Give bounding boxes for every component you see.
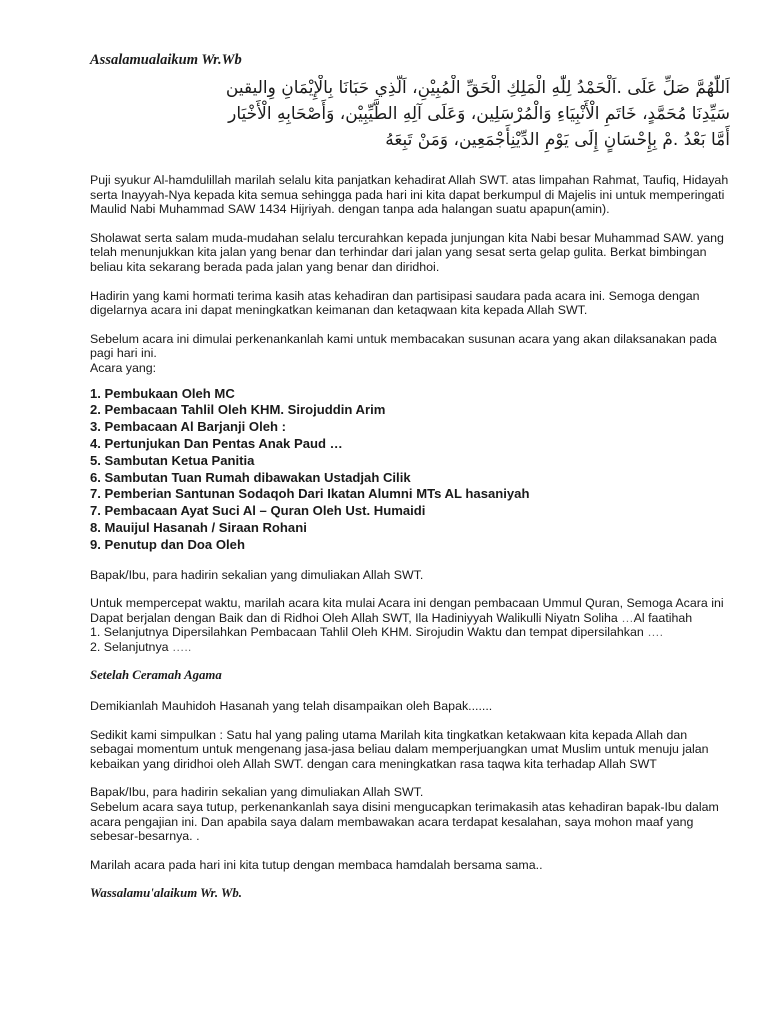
paragraph-summary: Sedikit kami simpulkan : Satu hal yang paling utama Marilah kita tingkatkan ketakwaan kita kepada Allah dan sebagai momentum untuk mengenang jasa-jasa beliau dalam memperjuangkan umat Muslim untuk menuju jalan kebaikan yang diridhoi oleh Allah SWT. dengan cara meningkatkan rasa taqwa kita terhadap Allah SWT <box>90 727 709 771</box>
agenda-list <box>90 386 730 554</box>
next-item-2 <box>90 640 730 655</box>
next-item-2-text: 2. Selanjutnya <box>90 639 172 654</box>
begin-event-main: Untuk mempercepat waktu, marilah acara kita mulai Acara ini dengan pembacaan Ummul Quran, Semoga Acara ini Dapat berjalan dengan Baik dan di Ridhoi Oleh Allah SWT, Ila Hadiniyyah Walikulli Niyatn Soliha <box>90 596 724 625</box>
section-heading-after-lecture: Setelah Ceramah Agama <box>90 668 222 683</box>
paragraph-lecture-close: Demikianlah Mauhidoh Hasanah yang telah disampaikan oleh Bapak....... <box>90 699 493 714</box>
paragraph-welcome: Hadirin yang kami hormati terima kasih atas kehadiran dan partisipasi saudara pada acara ini. Semoga dengan digelarnya acara ini dapat meningkatkan keimanan dan ketaqwaan kita kepada Allah SWT. <box>90 288 700 318</box>
paragraph-opening-praise: Puji syukur Al-hamdulillah marilah selalu kita panjatkan kehadirat Allah SWT. atas limpahan Rahmat, Taufiq, Hidayah serta Inayyah-Nya kepada kita semua sehingga pada hari ini kita dapat berkumpul di Majelis ini untuk memperingati Maulid Nabi Muhammad SAW 1434 Hijriyah. dengan tanpa ada halangan suatu apapun(amin). <box>90 173 729 217</box>
agenda-item: 3. Pembacaan Al Barjanji Oleh : <box>90 419 286 435</box>
thanks-address: Bapak/Ibu, para hadirin sekalian yang dimuliakan Allah SWT. <box>90 785 424 800</box>
agenda-item: 5. Sambutan Ketua Panitia <box>90 452 255 468</box>
agenda-intro-label: Acara yang: <box>90 360 157 375</box>
arabic-line-1: اَللّٰهُمَّ صَلِّ عَلَى .اَلْحَمْدُ لِلّٰهِ الْمَلِكِ الْحَقِّ الْمُبِيْنِ، اَلَّذِي حَبَانَا بِالْإِيْمَانِ وِاليقين <box>225 78 730 98</box>
next-item-1 <box>90 625 730 640</box>
arabic-line-3: أَمَّا بَعْدُ .مْ بِإِحْسَانٍ إِلَى يَوْمِ الدِّيْنِأَجْمَعِين، وَمَنْ تَبِعَهُ <box>385 130 730 150</box>
speech-body <box>90 173 730 872</box>
agenda-item: 8. Mauijul Hasanah / Siraan Rohani <box>90 519 307 535</box>
opening-greeting: Assalamualaikum Wr.Wb <box>90 52 242 68</box>
arabic-opening-prayer <box>90 75 730 153</box>
agenda-item: 9. Penutup dan Doa Oleh <box>90 536 245 552</box>
ellipsis: …. <box>647 625 664 640</box>
document-page <box>90 52 730 901</box>
agenda-intro-text: Sebelum acara ini dimulai perkenankanlah kami untuk membacakan susunan acara yang akan dilaksanakan pada pagi hari ini. <box>90 331 717 361</box>
begin-event-fatihah: Al faatihah <box>633 610 693 625</box>
agenda-item: 7. Pemberian Santunan Sodaqoh Dari Ikatan Alumni MTs AL hasaniyah <box>90 486 530 502</box>
agenda-item: 2. Pembacaan Tahlil Oleh KHM. Sirojuddin Arim <box>90 402 386 418</box>
paragraph-begin-event <box>90 596 730 654</box>
ellipsis: ….. <box>171 639 192 654</box>
agenda-item: 1. Pembukaan Oleh MC <box>90 385 235 401</box>
begin-event-text <box>90 596 730 625</box>
agenda-item: 6. Sambutan Tuan Rumah dibawakan Ustadjah Cilik <box>90 469 411 485</box>
paragraph-address: Bapak/Ibu, para hadirin sekalian yang dimuliakan Allah SWT. <box>90 567 424 582</box>
closing-greeting: Wassalamu'alaikum Wr. Wb. <box>90 886 242 901</box>
agenda-item: 4. Pertunjukan Dan Pentas Anak Paud … <box>90 435 343 451</box>
paragraph-sholawat: Sholawat serta salam muda-mudahan selalu tercurahkan kepada junjungan kita Nabi besar Muhammad SAW. yang telah menunjukkan kita jalan yang benar dan terhindar dari jalan yang sesat serta gelap gulita. Berkat bimbingan beliau kita sekarang berada pada jalan yang benar dan diridhoi. <box>90 230 724 274</box>
paragraph-thanks <box>90 785 730 843</box>
paragraph-agenda-intro <box>90 332 730 376</box>
agenda-item: 7. Pembacaan Ayat Suci Al – Quran Oleh Ust. Humaidi <box>90 503 426 519</box>
paragraph-hamdalah: Marilah acara pada hari ini kita tutup dengan membaca hamdalah bersama sama.. <box>90 857 543 872</box>
ellipsis: … <box>621 610 634 625</box>
arabic-line-2: سَيِّدِنَا مُحَمَّدٍ، خَاتَمِ الْأَنْبِيَاءِ وَالْمُرْسَلِين، وَعَلَى آلِهِ الطَّيِّبِيْن، وَأَصْحَابِهِ الْأَخْيَار <box>228 104 730 124</box>
thanks-text: Sebelum acara saya tutup, perkenankanlah saya disini mengucapkan terimakasih atas kehadiran bapak-Ibu dalam acara pengajian ini. Dan apabila saya dalam membawakan acara terdapat kesalahan, saya mohon maaf yang sebesar-besarnya. . <box>90 800 719 844</box>
next-item-1-text: 1. Selanjutnya Dipersilahkan Pembacaan Tahlil Oleh KHM. Sirojudin Waktu dan tempat dipersilahkan <box>90 625 648 640</box>
